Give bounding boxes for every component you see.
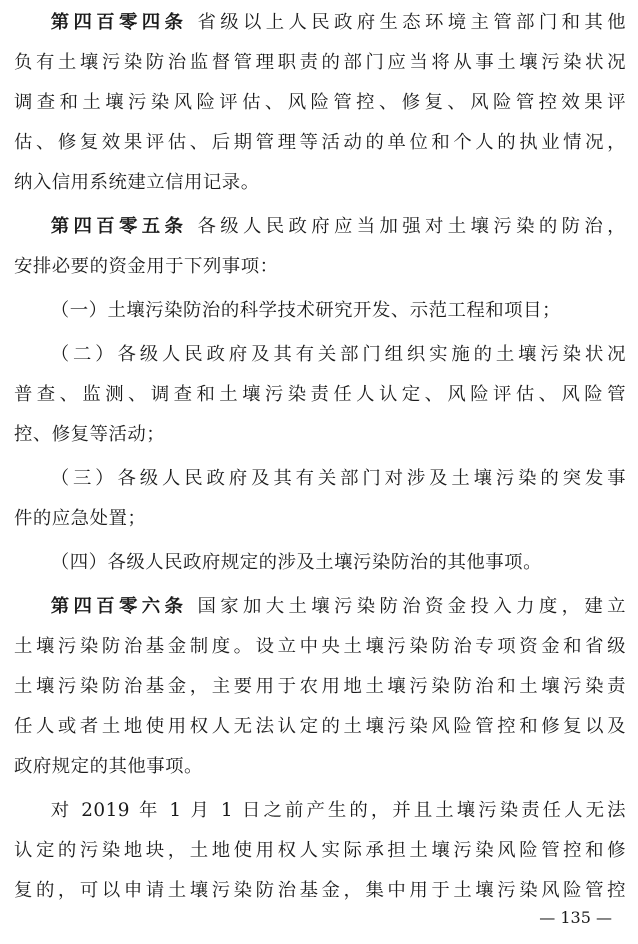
article-405-item-1-line-1: （一）土壤污染防治的科学技术研究开发、示范工程和项目； <box>50 300 561 321</box>
article-405-item-3-line-2: 件的应急处置； <box>14 508 147 529</box>
article-405-item-4-line-1: （四）各级人民政府规定的涉及土壤污染防治的其他事项。 <box>50 552 542 573</box>
article-404-line-1 <box>14 3 626 43</box>
article-406-paragraph-2-line-1: 对 2019 年 1 月 1 日之前产生的，并且土壤污染责任人无法 <box>50 800 626 821</box>
article-405-line-1 <box>14 207 626 247</box>
article-406-line-1 <box>14 587 626 627</box>
article-404-line-1-gap <box>187 12 197 33</box>
article-406-heading: 第四百零六条 <box>50 596 188 617</box>
article-405-line-1-gap <box>187 216 197 237</box>
article-404-line-3: 调查和土壤污染风险评估、风险管控、修复、风险管控效果评 <box>14 92 626 113</box>
article-406-paragraph-2-line-3: 复的，可以申请土壤污染防治基金，集中用于土壤污染风险管控 <box>14 880 626 901</box>
article-405-item-3-line-1: （三）各级人民政府及其有关部门对涉及土壤污染的突发事 <box>50 468 626 489</box>
article-404-heading: 第四百零四条 <box>50 12 188 33</box>
article-406-line-5: 政府规定的其他事项。 <box>14 756 203 777</box>
article-405-line-1-text: 各级人民政府应当加强对土壤污染的防治， <box>197 216 626 237</box>
article-406-line-3: 土壤污染防治基金，主要用于农用地土壤污染防治和土壤污染责 <box>14 676 626 697</box>
article-406-line-2: 土壤污染防治基金制度。设立中央土壤污染防治专项资金和省级 <box>14 636 626 657</box>
article-404-line-4: 估、修复效果评估、后期管理等活动的单位和个人的执业情况， <box>14 132 626 153</box>
article-406-paragraph-2-line-2: 认定的污染地块，土地使用权人实际承担土壤污染风险管控和修 <box>14 840 626 861</box>
article-405-item-2-line-3: 控、修复等活动； <box>14 424 166 445</box>
article-404-line-2: 负有土壤污染防治监督管理职责的部门应当将从事土壤污染状况 <box>14 52 626 73</box>
article-406-line-1-gap <box>187 596 197 617</box>
article-405-item-2-line-2: 普查、监测、调查和土壤污染责任人认定、风险评估、风险管 <box>14 384 626 405</box>
page-number: — 135 — <box>539 908 612 927</box>
article-404-line-1-text: 省级以上人民政府生态环境主管部门和其他 <box>197 12 626 33</box>
article-405-heading: 第四百零五条 <box>50 216 188 237</box>
article-405-line-2: 安排必要的资金用于下列事项： <box>14 256 279 277</box>
article-406-line-1-text: 国家加大土壤污染防治资金投入力度，建立 <box>197 596 626 617</box>
document-page <box>14 0 626 911</box>
article-404-line-5: 纳入信用系统建立信用记录。 <box>14 172 260 193</box>
article-405-item-2-line-1: （二）各级人民政府及其有关部门组织实施的土壤污染状况 <box>50 344 626 365</box>
article-406-line-4: 任人或者土地使用权人无法认定的土壤污染风险管控和修复以及 <box>14 716 626 737</box>
